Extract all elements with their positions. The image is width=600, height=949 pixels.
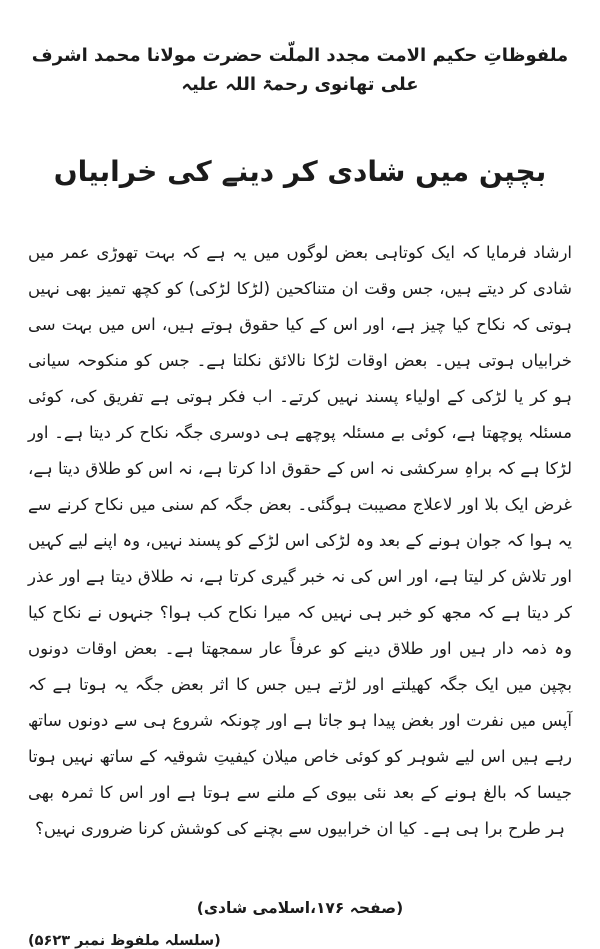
source-citation: (صفحہ ۱۷۶،اسلامی شادی) xyxy=(196,898,404,917)
article-body-text: ارشاد فرمایا کہ ایک کوتاہی بعض لوگوں میں یہ ہے کہ بہت تھوڑی عمر میں شادی کر دیتے ہیں، جس وقت ان متناکحین (لڑکا لڑکی) کو کچھ تمیز بھی نہیں ہوتی کہ نکاح کیا چیز ہے، اور اس کے کیا حقوق ہوتے ہیں، اس میں بہت سی خرابیاں ہوتی ہیں۔ بعض اوقات لڑکا نالائق نکلتا ہے۔ جس کو منکوحہ سیانی ہو کر یا لڑکی کے اولیاء پسند نہیں کرتے۔ اب فکر ہوتی ہے تفریق کی، کوئی مسئلہ پوچھتا ہے، کوئی بے مسئلہ پوچھے ہی دوسری جگہ نکاح کر دیتا ہے۔ اور لڑکا ہے کہ براہِ سرکشی نہ اس کے حقوق ادا کرتا ہے، نہ اس کو طلاق دیتا ہے، غرض ایک بلا اور لاعلاج مصیبت ہوگئی۔ بعض جگہ کم سنی میں نکاح کرنے سے یہ ہوا کہ جوان ہونے کے بعد وہ لڑکی اس لڑکے کو پسند نہیں، وہ اپنے لیے کہیں اور تلاش کر لیتا ہے، اور اس کی نہ خبر گیری کرتا ہے، نہ طلاق دیتا ہے اور عذر کر دیتا ہے کہ مجھ کو خبر ہی نہیں کہ میرا نکاح کب ہوا؟ جنہوں نے نکاح کیا وہ ذمہ دار ہیں اور طلاق دینے کو عرفاً عار سمجھتا ہے۔ بعض اوقات دونوں بچپن میں ایک جگہ کھیلتے اور لڑتے ہیں جس کا اثر بعض جگہ یہ ہوتا ہے کہ آپس میں نفرت اور بغض پیدا ہو جاتا ہے اور چونکہ شروع ہی سے دونوں ساتھ رہے ہیں اس لیے شوہر کو کوئی خاص میلان کیفیتِ شوقیہ کے ساتھ نہیں ہوتا جیسا کہ بالغ ہونے کے بعد نئی بیوی کے ملنے سے ہوتا ہے اور اس کا ثمرہ بھی ہر طرح برا ہی ہے۔ کیا ان خرابیوں سے بچنے کی کوشش کرنا ضروری نہیں؟ xyxy=(28,242,572,838)
serial-number: (سلسلہ ملفوظ نمبر ۵۶۲۳) xyxy=(28,932,221,949)
article-title: بچپن میں شادی کر دینے کی خرابیاں xyxy=(53,154,547,188)
document-header: ملفوظاتِ حکیم الامت مجدد الملّت حضرت مولانا محمد اشرف علی تھانوی رحمۃ اللہ علیہ xyxy=(31,45,569,95)
